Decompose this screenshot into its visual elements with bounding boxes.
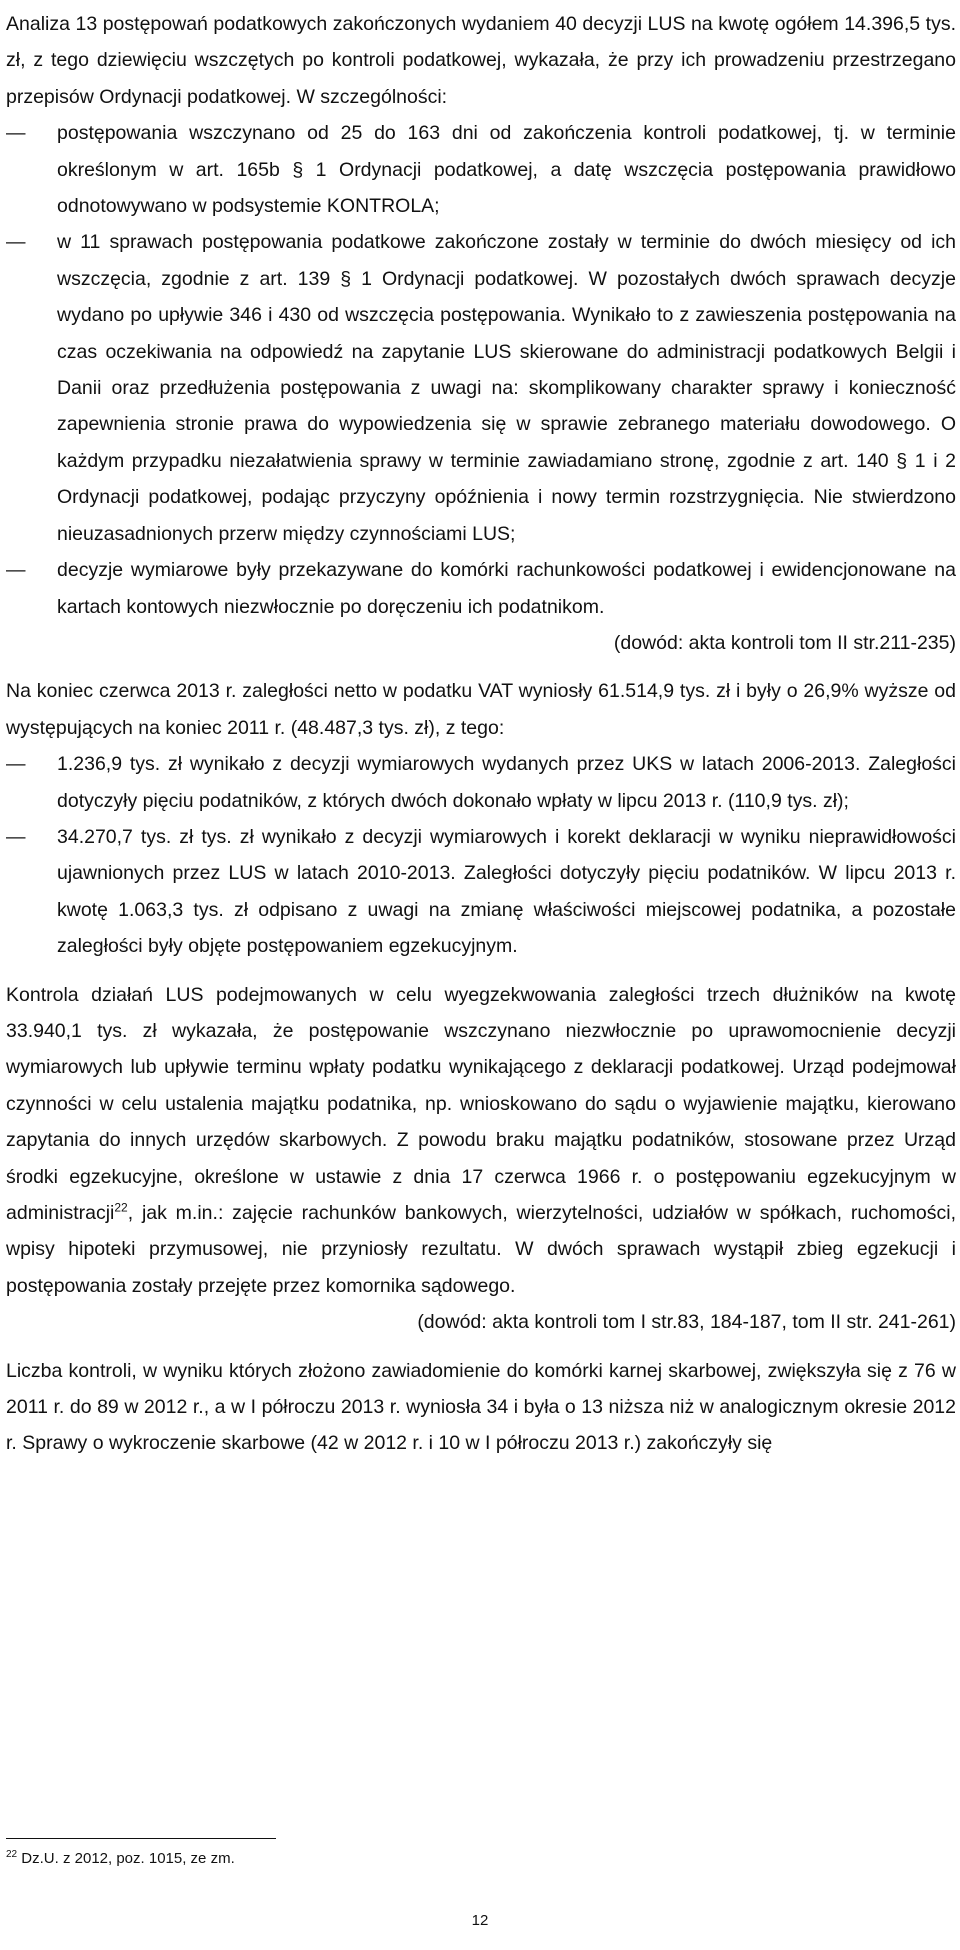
- page-number: 12: [471, 1912, 489, 1929]
- list-item-text: 34.270,7 tys. zł tys. zł wynikało z decyzji wymiarowych i korekt deklaracji w wyniku nieprawidłowości ujawnionych przez LUS w latach 2010-2013. Zaległości dotyczyły pięciu podatników. W lipcu 2013 r. kwotę 1.063,3 tys. zł odpisano z uwagi na zmianę właściwości miejscowej podatnika, a pozostałe zaległości były objęte postępowaniem egzekucyjnym.: [57, 825, 956, 958]
- list-item: [6, 819, 956, 965]
- footnote: [6, 1849, 235, 1869]
- section-proceedings-analysis: [6, 6, 956, 661]
- bullet-list: [6, 115, 956, 625]
- footnote-mark: 22: [6, 1849, 18, 1860]
- evidence-source: (dowód: akta kontroli tom II str.211-235): [613, 631, 956, 654]
- main-text: [6, 6, 956, 1474]
- list-item: [6, 115, 956, 224]
- dash-bullet-icon: —: [6, 559, 26, 582]
- list-item-text: postępowania wszczynano od 25 do 163 dni od zakończenia kontroli podatkowej, tj. w terminie określonym w art. 165b § 1 Ordynacji podatkowej, a datę wszczęcia postępowania prawidłowo odnotowywano w podsystemie KONTROLA;: [57, 122, 956, 218]
- dash-bullet-icon: —: [6, 122, 26, 145]
- list-item: [6, 746, 956, 819]
- list-item-text: 1.236,9 tys. zł wynikało z decyzji wymiarowych wydanych przez UKS w latach 2006-2013. Zaległości dotyczyły pięciu podatników, z których dwóch dokonało wpłaty w lipcu 2013 r. (110,9 tys. zł);: [57, 753, 956, 812]
- paragraph-text: Kontrola działań LUS podejmowanych w celu wyegzekwowania zaległości trzech dłużników na kwotę 33.940,1 tys. zł wykazała, że postępowanie wszczynano niezwłocznie po uprawomocnienie decyzji wymiarowych lub upływie terminu wpłaty podatku wynikającego z deklaracji podatkowej. Urząd podejmował czynności w celu ustalenia majątku podatnika, np. wnioskowano do sądu o wyjawienie majątku, kierowano zapytania do innych urzędów skarbowych. Z powodu braku majątku podatników, stosowane przez Urząd środki egzekucyjne, określone w ustawie z dnia 17 czerwca 1966 r. o postępowaniu egzekucyjnym w administracji: [6, 983, 956, 1224]
- paragraph-intro: Na koniec czerwca 2013 r. zaległości netto w podatku VAT wyniosły 61.514,9 tys. zł i były o 26,9% wyższe od występujących na koniec 2011 r. (48.487,3 tys. zł), z tego:: [6, 680, 956, 739]
- dash-bullet-icon: —: [6, 825, 26, 848]
- paragraph-fiscal-penal: Liczba kontroli, w wyniku których złożono zawiadomienie do komórki karnej skarbowej, zwiększyła się z 76 w 2011 r. do 89 w 2012 r., a w I półroczu 2013 r. wyniosła 34 i była o 13 niższa niż w analogicznym okresie 2012 r. Sprawy o wykroczenie skarbowe (42 w 2012 r. i 10 w I półroczu 2013 r.) zakończyły się: [6, 1359, 956, 1455]
- paragraph-intro: Analiza 13 postępowań podatkowych zakończonych wydaniem 40 decyzji LUS na kwotę ogółem 14.396,5 tys. zł, z tego dziewięciu wszczętych po kontroli podatkowej, wykazała, że przy ich prowadzeniu przestrzegano przepisów Ordynacji podatkowej. W szczególności:: [6, 13, 956, 108]
- footnote-divider: [6, 1838, 276, 1839]
- list-item: [6, 224, 956, 552]
- section-enforcement: [6, 977, 956, 1341]
- paragraph-enforcement: [6, 977, 956, 1305]
- evidence-source: (dowód: akta kontroli tom I str.83, 184-187, tom II str. 241-261): [417, 1311, 956, 1334]
- dash-bullet-icon: —: [6, 231, 26, 254]
- section-vat-arrears: [6, 673, 956, 964]
- paragraph-text: , jak m.in.: zajęcie rachunków bankowych, wierzytelności, udziałów w spółkach, ruchomości, wpisy hipoteki przymusowej, nie przyniosły rezultatu. W dwóch sprawach wystąpił zbieg egzekucji i postępowania zostały przejęte przez komornika sądowego.: [6, 1202, 956, 1297]
- bullet-list: [6, 746, 956, 964]
- dash-bullet-icon: —: [6, 753, 26, 776]
- footnote-reference[interactable]: 22: [114, 1200, 128, 1215]
- section-fiscal-penal: [6, 1353, 956, 1462]
- footnote-text: Dz.U. z 2012, poz. 1015, ze zm.: [21, 1850, 235, 1867]
- list-item-text: w 11 sprawach postępowania podatkowe zakończone zostały w terminie do dwóch miesięcy od ich wszczęcia, zgodnie z art. 139 § 1 Ordynacji podatkowej. W pozostałych dwóch sprawach decyzje wydano po upływie 346 i 430 od wszczęcia postępowania. Wynikało to z zawieszenia postępowania na czas oczekiwania na odpowiedź na zapytanie LUS skierowane do administracji podatkowych Belgii i Danii oraz przedłużenia postępowania z uwagi na: skomplikowany charakter sprawy i konieczność zapewnienia stronie prawa do wypowiedzenia się w sprawie zebranego materiału dowodowego. O każdym przypadku niezałatwienia sprawy w terminie zawiadamiano stronę, zgodnie z art. 140 § 1 i 2 Ordynacji podatkowej, podając przyczyny opóźnienia i nowy termin rozstrzygnięcia. Nie stwierdzono nieuzasadnionych przerw między czynnościami LUS;: [57, 231, 956, 545]
- list-item: [6, 552, 956, 625]
- list-item-text: decyzje wymiarowe były przekazywane do komórki rachunkowości podatkowej i ewidencjonowane na kartach kontowych niezwłocznie po doręczeniu ich podatnikom.: [57, 559, 956, 618]
